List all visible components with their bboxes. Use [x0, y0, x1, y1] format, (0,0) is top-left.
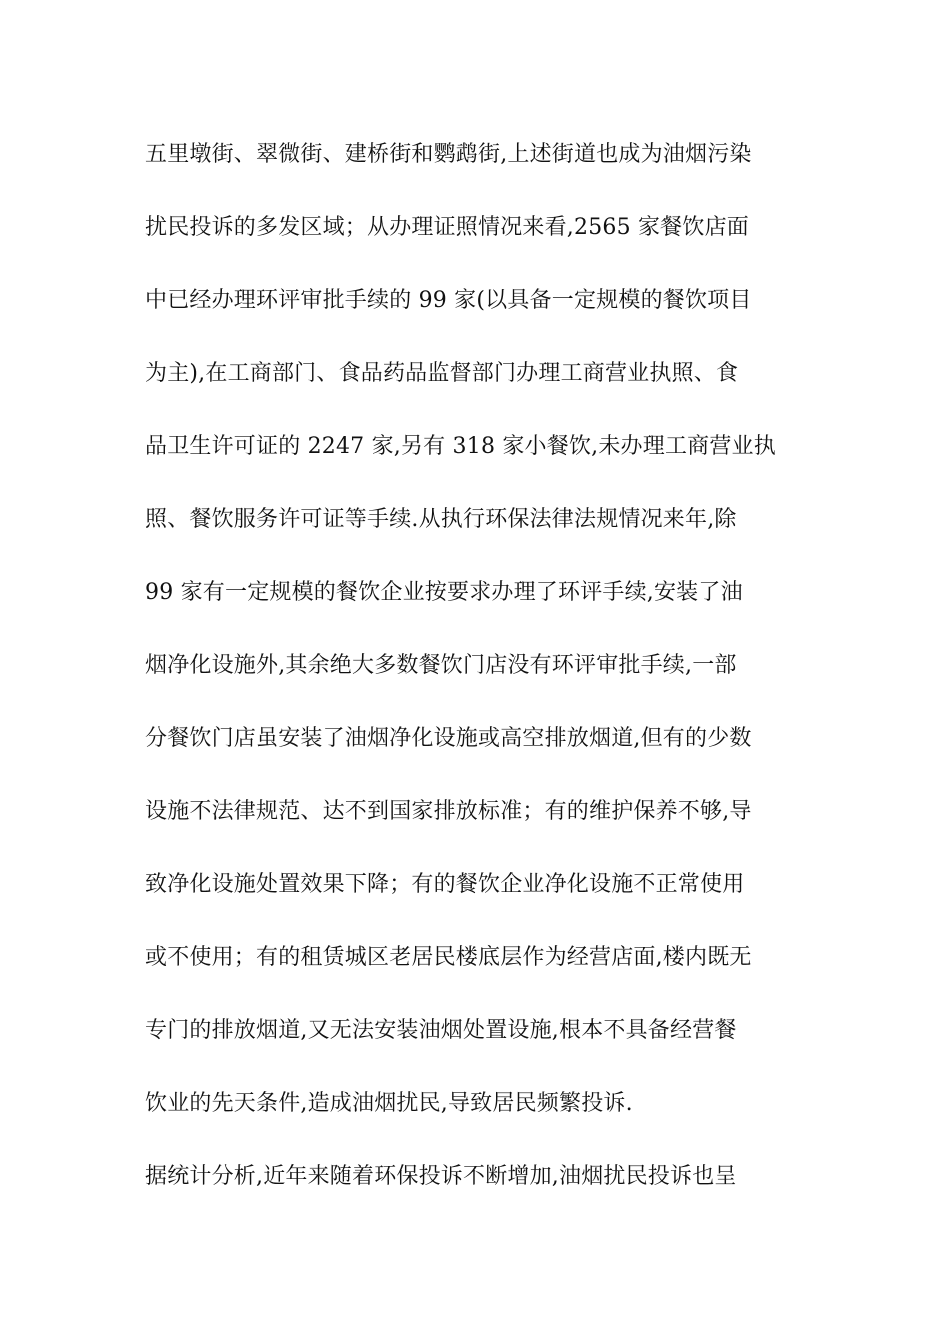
text-line: 分餐饮门店虽安装了油烟净化设施或高空排放烟道,但有的少数 [145, 726, 752, 751]
text-line: 设施不法律规范、达不到国家排放标准；有的维护保养不够,导 [145, 799, 752, 824]
text-line: 或不使用；有的租赁城区老居民楼底层作为经营店面,楼内既无 [145, 945, 752, 970]
text-line: 99 家有一定规模的餐饮企业按要求办理了环评手续,安装了油 [145, 580, 743, 605]
text-line: 专门的排放烟道,又无法安装油烟处置设施,根本不具备经营餐 [145, 1018, 737, 1043]
text-line: 据统计分析,近年来随着环保投诉不断增加,油烟扰民投诉也呈 [145, 1164, 737, 1189]
text-line: 致净化设施处置效果下降；有的餐饮企业净化设施不正常使用 [145, 872, 745, 897]
text-line: 五里墩街、翠微街、建桥街和鹦鹉街,上述街道也成为油烟污染 [145, 142, 752, 167]
text-line: 饮业的先天条件,造成油烟扰民,导致居民频繁投诉. [145, 1091, 633, 1116]
text-line: 烟净化设施外,其余绝大多数餐饮门店没有环评审批手续,一部 [145, 653, 737, 678]
text-line: 品卫生许可证的 2247 家,另有 318 家小餐饮,未办理工商营业执 [145, 434, 776, 459]
text-line: 扰民投诉的多发区域；从办理证照情况来看,2565 家餐饮店面 [145, 215, 749, 240]
text-line: 中已经办理环评审批手续的 99 家(以具备一定规模的餐饮项目 [145, 288, 752, 313]
text-line: 照、餐饮服务许可证等手续.从执行环保法律法规情况来年,除 [145, 507, 737, 532]
text-line: 为主),在工商部门、食品药品监督部门办理工商营业执照、食 [145, 361, 739, 386]
